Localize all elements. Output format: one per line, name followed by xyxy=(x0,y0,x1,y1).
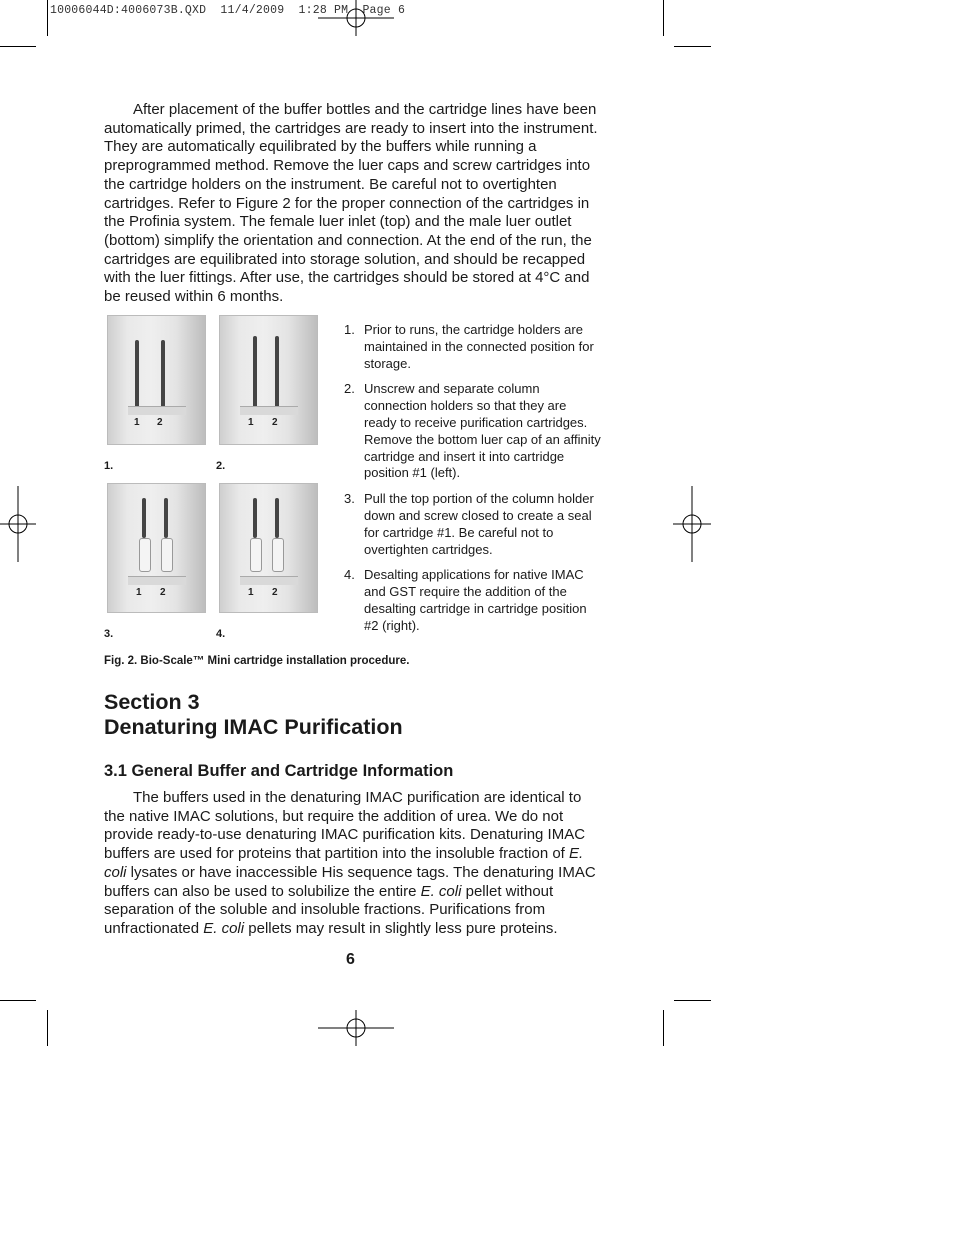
section-number: Section 3 xyxy=(104,690,200,714)
section-body-paragraph: The buffers used in the denaturing IMAC purification are identical to the native IMAC solutions, but require the addition of urea. We do not provide ready-to-use denaturing IMAC purification kits. Denaturing IMAC buffers are used for proteins that partition into the insoluble fraction of E. coli lysates or have inaccessible His sequence tags. The denaturing IMAC buffers can also be used to solubilize the entire E. coli pellet without separation of the soluble and insoluble fractions. Purifications from unfractionated E. coli pellets may result in slightly less pure proteins. xyxy=(104,789,596,937)
list-item: 1. Prior to runs, the cartridge holders are maintained in the connected position for storage. xyxy=(344,322,594,371)
position-2-label: 2 xyxy=(160,587,166,598)
figure-panel-label: 4. xyxy=(216,628,226,640)
file-slug: 10006044D:4006073B.QXD 11/4/2009 1:28 PM Page 6 xyxy=(50,4,406,17)
section-heading xyxy=(104,690,403,740)
list-item: 2. Unscrew and separate column connection holders so that they are ready to receive purification cartridges. Remove the bottom luer cap of an affinity cartridge and insert it into cartridge position #1 (left). xyxy=(344,381,601,481)
position-1-label: 1 xyxy=(136,587,142,598)
position-1-label: 1 xyxy=(248,587,254,598)
registration-mark-left xyxy=(0,486,36,562)
position-1-label: 1 xyxy=(248,417,254,428)
position-1-label: 1 xyxy=(134,417,140,428)
list-item: 3. Pull the top portion of the column holder down and screw closed to create a seal for cartridge #1. Be careful not to overtighten cartridges. xyxy=(344,491,594,557)
figure-panel-label: 3. xyxy=(104,628,114,640)
figure-photo-3 xyxy=(107,483,206,613)
registration-mark-top xyxy=(318,0,394,36)
registration-mark-right xyxy=(673,486,711,562)
position-2-label: 2 xyxy=(272,587,278,598)
position-2-label: 2 xyxy=(272,417,278,428)
registration-mark-bottom xyxy=(318,1010,394,1046)
page-number: 6 xyxy=(346,951,355,968)
installation-steps-list xyxy=(344,322,602,644)
figure-panel-label: 2. xyxy=(216,460,226,472)
figure-photo-2 xyxy=(219,315,318,445)
figure-photo-4 xyxy=(219,483,318,613)
list-item: 4. Desalting applications for native IMAC and GST require the addition of the desalting cartridge in cartridge position #2 (right). xyxy=(344,567,587,633)
subsection-heading: 3.1 General Buffer and Cartridge Information xyxy=(104,762,454,780)
figure-photo-1 xyxy=(107,315,206,445)
intro-paragraph: After placement of the buffer bottles and the cartridge lines have been automatically primed, the cartridges are ready to insert into the instrument. They are automatically equilibrated by the buffers while running a preprogrammed method. Remove the luer caps and screw cartridges into the cartridge holders on the instrument. Be careful not to overtighten cartridges. Refer to Figure 2 for the proper connection of the cartridges in the Profinia system. The female luer inlet (top) and the male luer outlet (bottom) simplify the orientation and connection. At the end of the run, the cartridges are equilibrated into storage solution, and should be recapped with the luer fittings. After use, the cartridges should be stored at 4°C and be reused within 6 months. xyxy=(104,101,598,306)
position-2-label: 2 xyxy=(157,417,163,428)
section-title: Denaturing IMAC Purification xyxy=(104,715,403,739)
figure-panel-label: 1. xyxy=(104,460,114,472)
figure-caption: Fig. 2. Bio-Scale™ Mini cartridge installation procedure. xyxy=(104,655,410,667)
